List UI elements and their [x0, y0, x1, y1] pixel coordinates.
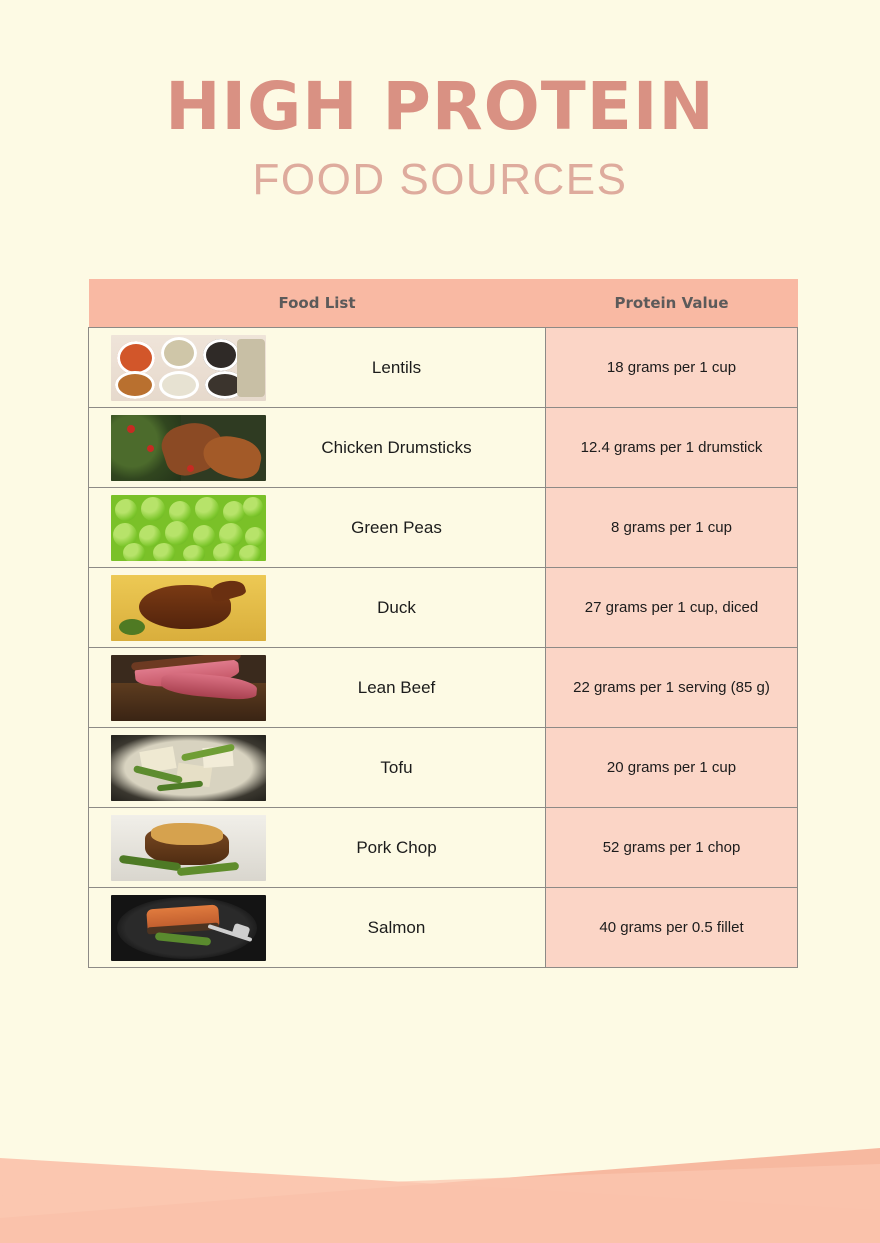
table-header-row [89, 279, 798, 328]
protein-value: 20 grams per 1 cup [546, 728, 798, 808]
page-subtitle: FOOD SOURCES [252, 155, 628, 205]
column-header-protein-value: Protein Value [546, 279, 798, 328]
column-header-food-list: Food List [89, 279, 546, 328]
pork-chop-photo [111, 815, 266, 881]
table-row [89, 568, 798, 648]
food-cell [89, 648, 546, 728]
table-row [89, 888, 798, 968]
table-row [89, 808, 798, 888]
food-name: Salmon [367, 917, 426, 937]
protein-value: 22 grams per 1 serving (85 g) [546, 648, 798, 728]
lean-beef-photo [111, 655, 266, 721]
food-name: Lean Beef [357, 677, 436, 697]
protein-value: 27 grams per 1 cup, diced [546, 568, 798, 648]
protein-value: 8 grams per 1 cup [546, 488, 798, 568]
food-cell [89, 328, 546, 408]
table-row [89, 728, 798, 808]
chicken-drumsticks-photo [111, 415, 266, 481]
protein-table [88, 279, 798, 968]
protein-value: 18 grams per 1 cup [546, 328, 798, 408]
footer-decoration [0, 1118, 880, 1243]
food-name: Duck [377, 597, 416, 617]
food-cell [89, 888, 546, 968]
table-body [89, 328, 798, 968]
protein-table-container [88, 279, 793, 968]
table-row [89, 488, 798, 568]
food-name: Tofu [380, 757, 413, 777]
salmon-photo [111, 895, 266, 961]
protein-value: 52 grams per 1 chop [546, 808, 798, 888]
food-name: Green Peas [351, 517, 442, 537]
food-cell [89, 728, 546, 808]
lentils-photo [111, 335, 266, 401]
green-peas-photo [111, 495, 266, 561]
page-title: HIGH PROTEIN [165, 68, 715, 145]
food-cell [89, 568, 546, 648]
food-cell [89, 408, 546, 488]
table-row [89, 328, 798, 408]
table-row [89, 648, 798, 728]
protein-value: 40 grams per 0.5 fillet [546, 888, 798, 968]
food-cell [89, 488, 546, 568]
protein-value: 12.4 grams per 1 drumstick [546, 408, 798, 488]
table-row [89, 408, 798, 488]
food-cell [89, 808, 546, 888]
food-name: Chicken Drumsticks [321, 437, 472, 457]
food-name: Pork Chop [356, 837, 437, 857]
tofu-photo [111, 735, 266, 801]
table-header [89, 279, 798, 328]
food-name: Lentils [371, 357, 422, 377]
poster-header [0, 0, 880, 205]
duck-photo [111, 575, 266, 641]
